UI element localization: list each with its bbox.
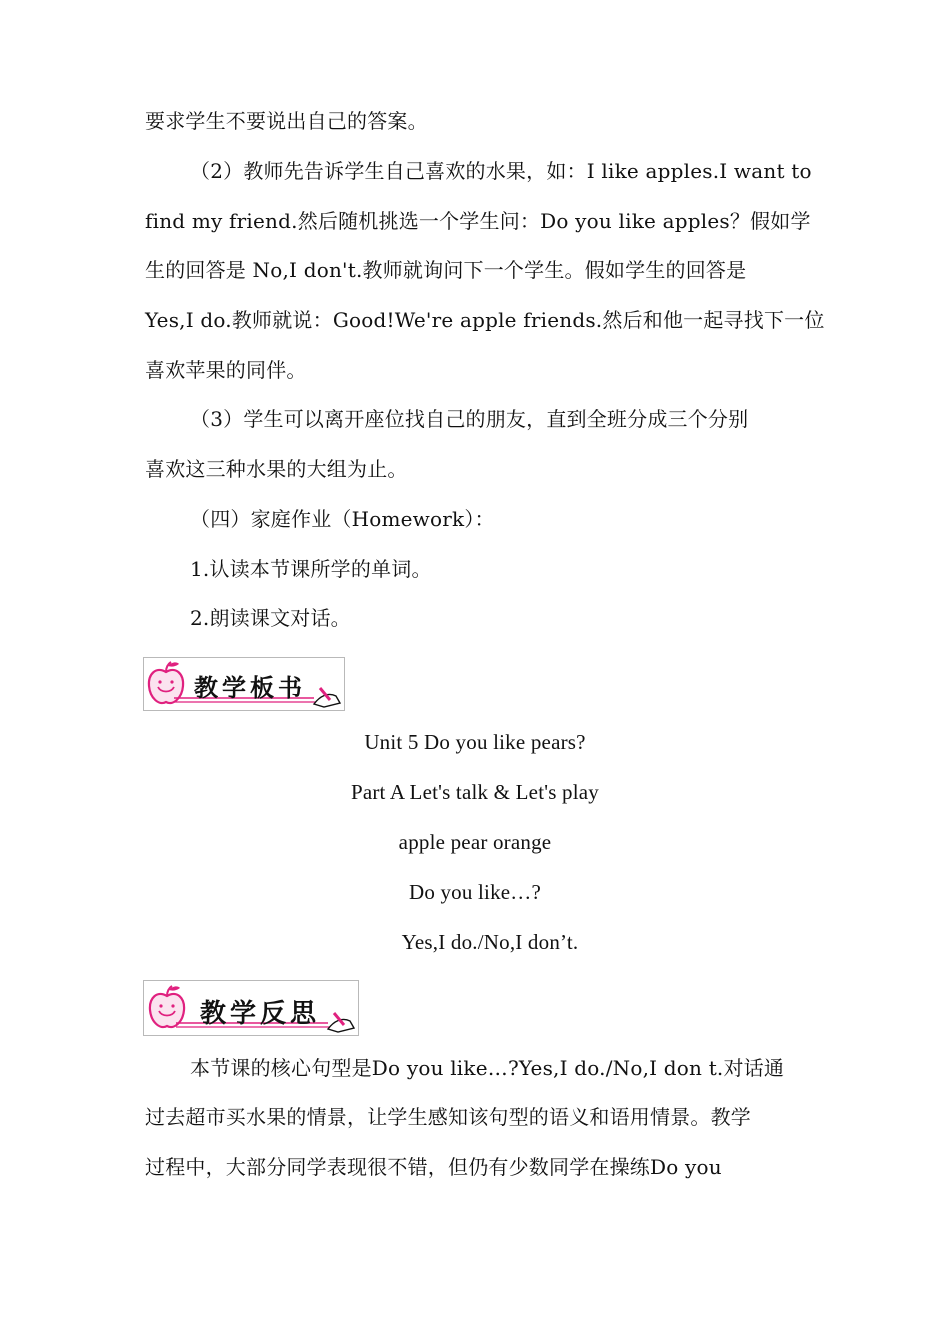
board-banner-label: 教学板书 bbox=[194, 674, 306, 702]
paragraph-line: （2）教师先告诉学生自己喜欢的水果，如：I like apples.I want to bbox=[190, 159, 812, 183]
paragraph-line: 本节课的核心句型是Do you like…?Yes,I do./No,I don t.对话通 bbox=[190, 1056, 785, 1080]
reflection-banner-label: 教学反思 bbox=[200, 999, 321, 1029]
board-line-question: Do you like…? bbox=[408, 880, 542, 904]
paragraph-line: 过去超市买水果的情景，让学生感知该句型的语义和语用情景。教学 bbox=[145, 1105, 751, 1129]
paragraph-line: 喜欢苹果的同伴。 bbox=[145, 358, 307, 382]
board-line-part: Part A Let's talk & Let's play bbox=[350, 780, 600, 804]
apple-icon bbox=[150, 986, 184, 1027]
homework-title: （四）家庭作业（Homework）： bbox=[190, 507, 495, 531]
board-line-title: Unit 5 Do you like pears? bbox=[364, 730, 586, 754]
reflection-banner bbox=[143, 980, 359, 1036]
board-banner bbox=[143, 657, 345, 711]
paragraph-line: 生的回答是 No,I don't.教师就询问下一个学生。假如学生的回答是 bbox=[145, 258, 747, 282]
board-line-answer: Yes,I do./No,I don’t. bbox=[401, 930, 579, 954]
homework-item: 1.认读本节课所学的单词。 bbox=[190, 557, 432, 581]
pencil-hand-icon bbox=[328, 1013, 354, 1032]
paragraph-line: 过程中，大部分同学表现很不错，但仍有少数同学在操练Do you bbox=[145, 1155, 722, 1179]
paragraph-line: （3）学生可以离开座位找自己的朋友，直到全班分成三个分别 bbox=[190, 407, 749, 431]
paragraph-line: Yes,I do.教师就说：Good!We're apple friends.然后和他一起寻找下一位 bbox=[145, 308, 825, 332]
board-line-words: apple pear orange bbox=[398, 830, 552, 854]
paragraph-line: 要求学生不要说出自己的答案。 bbox=[145, 109, 428, 133]
paragraph-line: 喜欢这三种水果的大组为止。 bbox=[145, 457, 408, 481]
pencil-hand-icon bbox=[314, 688, 340, 707]
apple-icon bbox=[149, 662, 183, 703]
paragraph-line: find my friend.然后随机挑选一个学生问：Do you like apples？假如学 bbox=[145, 209, 811, 233]
homework-item: 2.朗读课文对话。 bbox=[190, 606, 351, 630]
